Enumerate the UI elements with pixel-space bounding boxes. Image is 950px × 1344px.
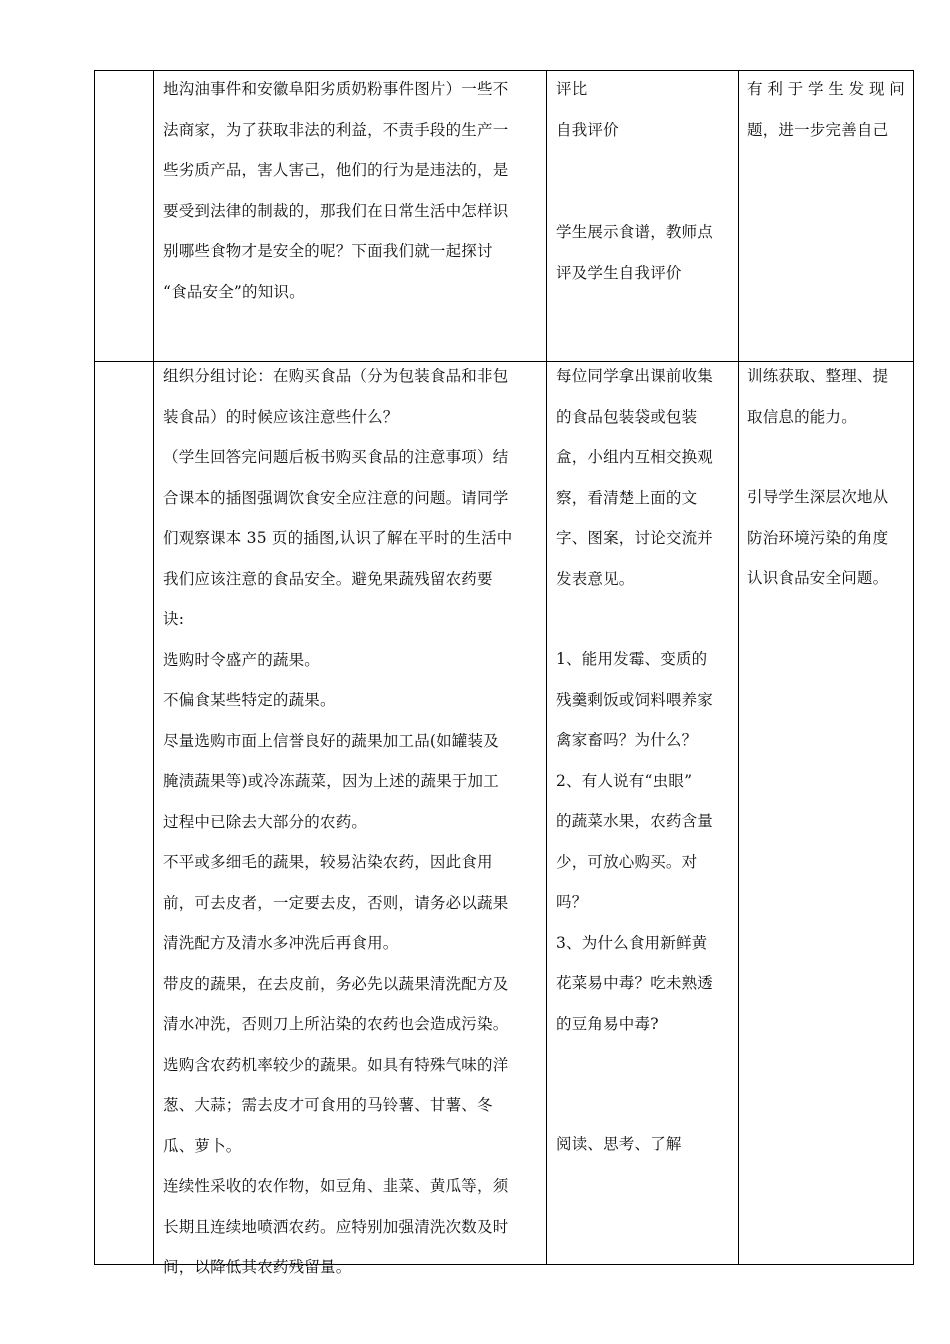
text-line: 防治环境污染的角度 <box>747 528 889 547</box>
text-line: 每位同学拿出课前收集 <box>556 367 714 385</box>
text-line: 2、有人说有“虫眼” <box>556 771 693 790</box>
text-line: 尽量选购市面上信誉良好的蔬果加工品(如罐装及 <box>163 731 499 750</box>
row2-content-cell <box>163 356 537 1288</box>
text-line: 的豆角易中毒? <box>556 1014 659 1033</box>
text-line: 诀: <box>163 610 185 628</box>
text-line: 装食品）的时候应该注意些什么？ <box>163 407 399 426</box>
text-line: 不偏食某些特定的蔬果。 <box>163 691 336 709</box>
text-line: 我们应该注意的食品安全。避免果蔬残留农药要 <box>163 569 493 588</box>
text-line: 前，可去皮者，一定要去皮，否则，请务必以蔬果 <box>163 893 509 912</box>
text-line: 清水冲洗，否则刀上所沾染的农药也会造成污染。 <box>163 1015 509 1033</box>
text-line: 法商家，为了获取非法的利益，不责手段的生产一 <box>163 120 509 139</box>
text-line: 学生展示食谱，教师点 <box>556 223 714 241</box>
text-line: 选购时令盛产的蔬果。 <box>163 650 321 669</box>
text-line: 合课本的插图强调饮食安全应注意的问题。请同学 <box>163 488 509 507</box>
lesson-table <box>94 70 914 1276</box>
text-line: 带皮的蔬果，在去皮前，务必先以蔬果清洗配方及 <box>163 974 509 993</box>
text-line: 选购含农药机率较少的蔬果。如具有特殊气味的洋 <box>163 1055 509 1074</box>
text-line: 们观察课本 35 页的插图,认识了解在平时的生活中 <box>163 529 513 547</box>
text-line: 瓜、萝卜。 <box>163 1136 242 1155</box>
row1-content-cell <box>163 69 537 312</box>
text-line: 的食品包装袋或包装 <box>556 407 698 426</box>
text-line: 间，以降低其农药残留量。 <box>163 1258 352 1276</box>
text-line: 盒，小组内互相交换观 <box>556 448 714 466</box>
text-line: 题，进一步完善自己 <box>747 120 889 139</box>
column-divider <box>738 71 739 1264</box>
text-line: 有利于学生发现问 <box>747 80 905 98</box>
row1-student-cell <box>556 69 732 293</box>
text-line: 训练获取、整理、提 <box>747 367 889 385</box>
text-line: 引导学生深层次地从 <box>747 488 889 506</box>
text-line: 过程中已除去大部分的农药。 <box>163 812 368 831</box>
column-divider <box>153 71 154 1264</box>
text-line: （学生回答完问题后板书购买食品的注意事项）结 <box>163 448 509 466</box>
row1-intent-cell <box>747 69 905 150</box>
text-line: 字、图案，讨论交流并 <box>556 529 714 547</box>
text-line: 些劣质产品，害人害己，他们的行为是违法的，是 <box>163 161 509 179</box>
text-line: 评比 <box>556 80 588 98</box>
text-line: 不平或多细毛的蔬果，较易沾染农药，因此食用 <box>163 853 493 871</box>
text-line: 少，可放心购买。对 <box>556 852 698 871</box>
text-line: 花菜易中毒？吃未熟透 <box>556 974 714 992</box>
text-line: 葱、大蒜；需去皮才可食用的马铃薯、甘薯、冬 <box>163 1096 493 1114</box>
text-line: 清洗配方及清水多冲洗后再食用。 <box>163 934 399 952</box>
text-line: 阅读、思考、了解 <box>556 1135 682 1153</box>
text-line: 连续性采收的农作物，如豆角、韭菜、黄瓜等，须 <box>163 1177 509 1195</box>
text-line: 吗？ <box>556 893 588 911</box>
text-line: 地沟油事件和安徽阜阳劣质奶粉事件图片）一些不 <box>163 80 509 98</box>
text-line: 自我评价 <box>556 120 619 139</box>
text-line: 1、能用发霉、变质的 <box>556 650 708 668</box>
text-line: 腌渍蔬果等)或冷冻蔬菜，因为上述的蔬果于加工 <box>163 772 499 790</box>
row2-student-cell <box>556 356 732 1165</box>
text-line: 的蔬菜水果，农药含量 <box>556 812 714 830</box>
text-line: 3、为什么食用新鲜黄 <box>556 933 708 952</box>
text-line: 别哪些食物才是安全的呢？下面我们就一起探讨 <box>163 242 493 260</box>
row2-intent-cell <box>747 356 905 599</box>
text-line: “食品安全”的知识。 <box>163 282 305 301</box>
text-line: 要受到法律的制裁的，那我们在日常生活中怎样识 <box>163 201 509 220</box>
text-line: 取信息的能力。 <box>747 407 857 426</box>
column-divider <box>546 71 547 1264</box>
text-line: 认识食品安全问题。 <box>747 569 889 587</box>
text-line: 组织分组讨论：在购买食品（分为包装食品和非包 <box>163 367 509 385</box>
text-line: 长期且连续地喷洒农药。应特别加强清洗次数及时 <box>163 1217 509 1236</box>
text-line: 评及学生自我评价 <box>556 263 682 282</box>
text-line: 禽家畜吗？为什么？ <box>556 731 698 749</box>
text-line: 残羹剩饭或饲料喂养家 <box>556 690 714 709</box>
text-line: 发表意见。 <box>556 569 635 588</box>
text-line: 察，看清楚上面的文 <box>556 488 698 507</box>
